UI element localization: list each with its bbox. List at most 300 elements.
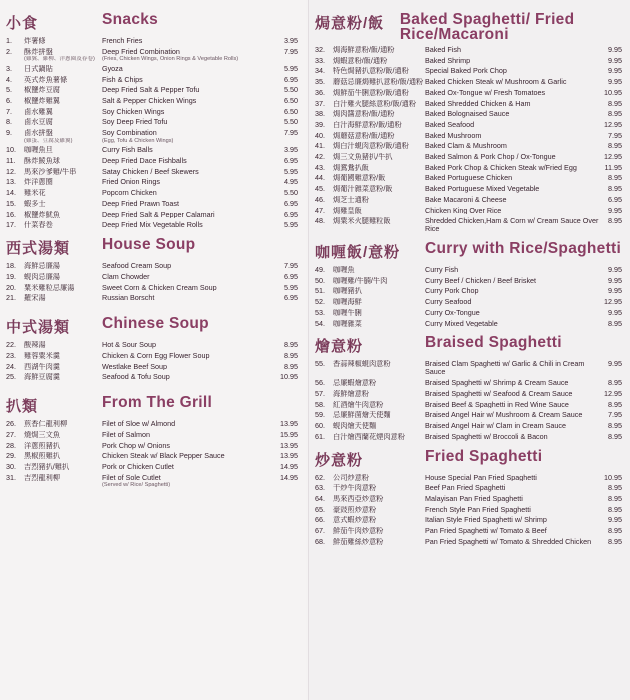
item-name-chinese: 白汁燴西蘭花煙肉意粉	[333, 432, 405, 441]
item-name-chinese: 忌廉蝦燴意粉	[333, 379, 377, 387]
item-price: 12.95	[604, 388, 622, 398]
item-number: 26.	[6, 419, 16, 429]
section-header	[315, 335, 622, 356]
item-price: 5.50	[284, 85, 298, 95]
item-number: 52.	[315, 297, 325, 307]
item-name-english: Chicken King Over Rice	[425, 206, 502, 215]
menu-item	[315, 538, 622, 546]
menu-item	[6, 178, 298, 186]
item-name-chinese: 焗白汁蜆肉意粉/飯/通粉	[333, 142, 409, 151]
section-header	[315, 241, 622, 262]
item-price: 8.95	[608, 378, 622, 388]
item-price: 15.95	[280, 429, 298, 439]
item-price: 9.95	[608, 66, 622, 76]
item-name-english: Sweet Corn & Chicken Cream Soup	[102, 283, 217, 292]
item-name-english: Baked Portuguese Chicken	[425, 174, 513, 183]
item-price: 7.95	[608, 130, 622, 140]
menu-item	[315, 132, 622, 140]
item-name-english: Deep Fried Mix Vegetable Rolls	[102, 221, 203, 230]
item-price: 8.95	[608, 420, 622, 430]
item-number: 14.	[6, 188, 16, 198]
menu-item	[315, 67, 622, 75]
menu-item	[6, 146, 298, 154]
item-number: 11.	[6, 156, 16, 166]
item-price: 8.95	[284, 340, 298, 350]
item-name-english: Malayisan Pan Fried Spaghetti	[425, 494, 523, 503]
item-name-english: Deep Fried Prawn Toast	[102, 199, 179, 208]
item-price: 8.95	[608, 493, 622, 503]
item-description-chinese	[24, 482, 102, 488]
item-price: 8.95	[608, 526, 622, 536]
item-number: 56.	[315, 378, 325, 388]
item-name-chinese: 焗肉醬意粉/飯/通粉	[333, 110, 395, 119]
item-name-english: Baked Portuguese Mixed Vegetable	[425, 185, 540, 194]
menu-item	[315, 217, 622, 233]
item-price: 8.95	[284, 350, 298, 360]
item-number: 20.	[6, 282, 16, 292]
item-name-chinese: 焗三文魚豬扒/牛扒	[333, 153, 393, 161]
item-number: 53.	[315, 307, 325, 317]
item-number: 22.	[6, 340, 16, 350]
item-name-chinese: 焗鴛鴦扒飯	[333, 163, 369, 172]
item-name-chinese: 羅宋湯	[24, 294, 46, 303]
item-name-english: Curry Mixed Vegetable	[425, 319, 498, 328]
section-title-english: Chinese Soup	[102, 315, 209, 333]
item-name-english: Deep Fried Dace Fishballs	[102, 157, 187, 165]
item-name-chinese: 日式鍋貼	[24, 64, 53, 73]
item-price: 8.95	[608, 431, 622, 441]
section-title-english: Baked Spaghetti/ Fried Rice/Macaroni	[399, 11, 575, 43]
menu-item	[6, 221, 298, 229]
item-number: 30.	[6, 462, 16, 471]
menu-item	[6, 373, 298, 381]
item-name-english: Baked Pork Chop & Chicken Steak w/Fried Egg	[425, 163, 577, 172]
item-price: 5.50	[284, 188, 298, 198]
item-name-english: Braised Beef & Spaghetti in Red Wine Sauce	[425, 400, 569, 409]
item-price: 14.95	[280, 462, 298, 471]
item-name-chinese: 酥炸鯪魚球	[24, 157, 60, 165]
item-name-chinese: 咖喱豬扒	[333, 287, 362, 296]
item-name-english: Baked Bolognaised Sauce	[425, 110, 510, 119]
item-price: 9.95	[608, 205, 622, 215]
menu-item	[6, 363, 298, 371]
menu-item	[315, 516, 622, 524]
menu-section	[6, 316, 298, 381]
item-price: 9.95	[608, 515, 622, 525]
item-name-english: Deep Fried Salt & Pepper Tofu	[102, 86, 200, 95]
item-name-english: Chicken Steak w/ Black Pepper Sauce	[102, 452, 225, 461]
item-name-chinese: 海鮮豆腐羹	[24, 373, 60, 382]
item-name-english: Popcorn Chicken	[102, 189, 157, 198]
item-description-chinese: (雞翼、雞柳、洋蔥圈及春卷)	[24, 56, 95, 63]
item-price: 8.95	[608, 536, 622, 546]
item-name-english: Westlake Beef Soup	[102, 362, 167, 371]
section-header	[6, 316, 298, 337]
item-name-english: Baked Seafood	[425, 120, 475, 129]
item-name-chinese: 蘑菇忌廉焗雞扒意粉/飯/通粉	[333, 78, 424, 87]
item-name-chinese: 吉烈龍利柳	[24, 473, 60, 482]
item-name-chinese: 焗葡汁雜菜意粉/飯	[333, 185, 393, 194]
item-number: 37.	[315, 98, 325, 108]
item-name-english: Baked Salmon & Pork Chop / Ox-Tongue	[425, 153, 556, 161]
item-name-english: Bake Macaroni & Cheese	[425, 195, 507, 204]
item-price: 8.95	[608, 173, 622, 183]
menu-section	[6, 395, 298, 488]
item-price: 6.95	[284, 209, 298, 219]
item-number: 2.	[6, 46, 12, 56]
item-number: 36.	[315, 87, 325, 97]
item-price: 5.95	[284, 63, 298, 73]
item-number: 55.	[315, 359, 325, 369]
section-title-chinese: 扒類	[6, 398, 39, 416]
item-name-english: Gyoza	[102, 64, 123, 73]
menu-section	[315, 449, 622, 546]
menu-item	[315, 121, 622, 129]
menu-item	[6, 168, 298, 176]
item-name-english: Braised Angel Hair w/ Mushroom & Cream Sauce	[425, 411, 583, 420]
menu-item	[315, 401, 622, 409]
item-name-chinese: 特色焗豬扒意粉/飯/通粉	[333, 67, 409, 76]
item-name-english: Filet of Salmon	[102, 430, 150, 439]
menu-item	[6, 76, 298, 84]
menu-item	[315, 164, 622, 172]
item-name-chinese: 鹵水雞翼	[24, 107, 53, 116]
left-menu-column	[0, 0, 306, 700]
menu-item	[6, 37, 298, 45]
menu-item	[315, 174, 622, 182]
menu-item	[315, 196, 622, 204]
item-name-english: Curry Fish Balls	[102, 146, 153, 155]
section-title-chinese: 西式湯類	[6, 240, 71, 258]
item-description-english: (Fries, Chicken Wings, Onion Rings & Vegetable Rolls)	[102, 56, 239, 63]
item-number: 54.	[315, 318, 325, 328]
item-name-chinese: 咖喱海鮮	[333, 298, 362, 307]
item-price: 9.95	[608, 265, 622, 275]
menu-item	[315, 153, 622, 161]
item-price: 8.95	[608, 109, 622, 119]
menu-section	[6, 12, 298, 229]
item-number: 40.	[315, 130, 325, 140]
item-name-english: Curry Ox-Tongue	[425, 308, 480, 317]
item-name-chinese: 焗雞皇飯	[333, 206, 362, 215]
section-title-english: Snacks	[102, 11, 159, 28]
item-name-english: Pan Fried Spaghetti w/ Tomato & Shredded Chicken	[425, 537, 592, 546]
item-description-spacer	[6, 138, 24, 144]
item-price: 9.95	[608, 307, 622, 317]
menu-section	[6, 237, 298, 302]
menu-item	[6, 118, 298, 126]
item-number: 43.	[315, 162, 325, 172]
item-price: 10.95	[280, 372, 298, 382]
item-name-chinese: 咖喱雜菜	[333, 319, 362, 328]
section-title-chinese: 小食	[6, 15, 39, 32]
menu-item	[315, 484, 622, 492]
item-name-chinese: 豪豉煎炒意粉	[333, 505, 377, 514]
item-name-chinese: 英式炸魚薯條	[24, 75, 68, 84]
item-price: 6.95	[284, 271, 298, 281]
item-description-english: (Egg, Tofu & Chicken Wings)	[102, 137, 174, 144]
item-price: 4.95	[284, 177, 298, 187]
item-name-english: House Special Pan Fried Spaghetti	[425, 473, 537, 482]
item-name-english: Soy Deep Fried Tofu	[102, 118, 168, 127]
item-name-chinese: 咖喱牛脷	[333, 308, 362, 317]
section-title-chinese: 中式湯類	[6, 319, 71, 337]
menu-item	[6, 463, 298, 471]
item-name-english: Chicken & Corn Egg Flower Soup	[102, 351, 210, 360]
menu-item	[6, 352, 298, 360]
section-header	[315, 12, 622, 42]
item-price: 7.95	[284, 46, 298, 56]
menu-item	[315, 527, 622, 535]
item-price: 12.95	[604, 152, 622, 162]
item-name-chinese: 雞米花	[24, 189, 46, 198]
menu-item	[315, 379, 622, 387]
item-number: 44.	[315, 173, 325, 183]
item-price: 8.95	[608, 318, 622, 328]
menu-item	[315, 309, 622, 317]
menu-item	[6, 452, 298, 460]
section-header	[6, 237, 298, 258]
section-title-chinese: 燴意粉	[315, 338, 364, 356]
item-name-english: Braised Angel Hair w/ Clam in Cream Sauce	[425, 421, 567, 430]
item-name-chinese: 焗芝士通粉	[333, 195, 369, 204]
item-number: 27.	[6, 429, 16, 439]
menu-item	[6, 474, 298, 482]
item-name-chinese: 西湖牛肉羹	[24, 362, 60, 371]
item-price: 10.95	[604, 472, 622, 482]
menu-item	[6, 431, 298, 439]
item-price: 8.95	[608, 216, 622, 226]
item-name-chinese: 咖喱魚旦	[24, 146, 53, 155]
item-price: 8.95	[608, 483, 622, 493]
item-name-chinese: 焗葡國雞意粉/飯	[333, 174, 386, 183]
item-name-english: Pan Fried Spaghetti w/ Tomato & Beef	[425, 527, 547, 535]
item-name-english: Salt & Pepper Chicken Wings	[102, 97, 197, 105]
item-number: 41.	[315, 141, 325, 151]
menu-item	[6, 294, 298, 302]
item-number: 6.	[6, 96, 12, 106]
item-price: 6.50	[284, 96, 298, 106]
menu-item	[315, 422, 622, 430]
menu-item	[315, 46, 622, 54]
item-name-chinese: 粟米雞粒忌廉湯	[24, 283, 75, 292]
section-title-english: Braised Spaghetti	[425, 334, 562, 352]
item-number: 17.	[6, 220, 16, 230]
section-title-english: From The Grill	[102, 394, 213, 412]
item-name-english: Seafood & Tofu Soup	[102, 373, 170, 382]
item-number: 66.	[315, 515, 325, 525]
item-price: 9.95	[608, 55, 622, 65]
section-title-chinese: 焗意粉/飯	[315, 15, 385, 32]
item-number: 64.	[315, 493, 325, 503]
item-name-chinese: 鹵水豆腐	[24, 118, 53, 127]
item-price: 9.95	[608, 286, 622, 296]
item-name-english: Filet of Sole Cutlet	[102, 473, 161, 482]
item-number: 29.	[6, 451, 16, 461]
item-description	[6, 56, 298, 62]
item-name-chinese: 馬來西亞炒意粉	[333, 494, 384, 503]
item-price: 5.95	[284, 282, 298, 292]
section-header	[315, 449, 622, 470]
item-name-chinese: 炸洋蔥圈	[24, 178, 53, 187]
item-name-chinese: 洋蔥煎豬扒	[24, 441, 60, 450]
menu-item	[6, 129, 298, 137]
item-number: 25.	[6, 372, 16, 382]
item-name-english: Pork or Chicken Cutlet	[102, 463, 174, 471]
menu-item	[315, 433, 622, 441]
item-name-english: Baked Shredded Chicken & Ham	[425, 99, 531, 108]
item-number: 4.	[6, 74, 12, 84]
menu-item	[6, 442, 298, 450]
section-title-chinese: 咖喱飯/意粉	[315, 244, 401, 262]
item-name-chinese: 公司炒意粉	[333, 473, 369, 482]
item-price: 13.95	[280, 440, 298, 450]
item-name-chinese: 雞蓉粟米羹	[24, 351, 60, 360]
menu-item	[315, 89, 622, 97]
item-number: 59.	[315, 410, 325, 420]
menu-item	[315, 207, 622, 215]
item-number: 58.	[315, 399, 325, 409]
item-name-english: Curry Seafood	[425, 298, 472, 307]
item-price: 3.95	[284, 145, 298, 155]
menu-item	[315, 185, 622, 193]
item-name-english: Baked Chicken Steak w/ Mushroom & Garlic	[425, 78, 567, 87]
menu-item	[315, 78, 622, 86]
item-number: 9.	[6, 128, 12, 138]
item-number: 15.	[6, 198, 16, 208]
item-price: 8.95	[608, 184, 622, 194]
item-price: 8.95	[608, 399, 622, 409]
item-name-chinese: 酸辣湯	[24, 341, 46, 350]
item-name-chinese: 焗粟米火腿雞粒飯	[333, 217, 391, 226]
item-price: 6.95	[284, 156, 298, 166]
right-menu-column	[308, 0, 630, 700]
item-price: 8.95	[608, 504, 622, 514]
menu-item	[315, 287, 622, 295]
item-name-english: Braised Spaghetti w/ Broccoli & Bacon	[425, 432, 548, 441]
item-number: 21.	[6, 293, 16, 303]
menu-section	[315, 12, 622, 233]
item-number: 46.	[315, 194, 325, 204]
menu-item	[315, 411, 622, 419]
item-price: 8.95	[284, 361, 298, 371]
menu-section	[315, 241, 622, 327]
item-price: 7.95	[608, 410, 622, 420]
item-name-chinese: 椒鹽炸豆腐	[24, 86, 60, 95]
item-name-chinese: 煎香仁龍利柳	[24, 420, 68, 429]
item-price: 9.95	[608, 359, 622, 369]
item-number: 38.	[315, 109, 325, 119]
menu-item	[6, 273, 298, 281]
item-number: 28.	[6, 440, 16, 450]
section-header	[6, 395, 298, 416]
item-price: 7.95	[284, 128, 298, 138]
section-title-english: Fried Spaghetti	[425, 447, 543, 465]
menu-item	[315, 57, 622, 65]
item-name-chinese: 海鮮忌廉湯	[24, 262, 60, 271]
item-number: 7.	[6, 106, 12, 116]
item-name-english: Curry Pork Chop	[425, 287, 479, 296]
item-name-english: Pork Chop w/ Onions	[102, 441, 170, 450]
item-number: 67.	[315, 526, 325, 536]
item-number: 5.	[6, 85, 12, 95]
menu-item	[315, 298, 622, 306]
item-name-english: Beef Pan Fried Spaghetti	[425, 484, 506, 493]
item-name-chinese: 炸薯條	[24, 37, 46, 45]
menu-item	[315, 320, 622, 328]
item-name-english: Soy Chicken Wings	[102, 107, 165, 116]
item-price: 6.95	[284, 198, 298, 208]
item-number: 42.	[315, 152, 325, 162]
item-number: 35.	[315, 77, 325, 87]
item-name-chinese: 咖喱魚	[333, 266, 355, 274]
section-title-english: House Soup	[102, 236, 196, 254]
item-number: 1.	[6, 36, 12, 45]
item-number: 57.	[315, 388, 325, 398]
item-price: 3.95	[284, 36, 298, 45]
item-number: 32.	[315, 45, 325, 54]
item-name-english: Baked Shrimp	[425, 56, 471, 65]
item-price: 10.95	[604, 87, 622, 97]
item-name-chinese: 鮮茄牛肉炒意粉	[333, 527, 384, 535]
item-number: 16.	[6, 209, 16, 219]
item-number: 31.	[6, 472, 16, 482]
item-name-chinese: 咖喱雞/牛腩/牛肉	[333, 276, 388, 285]
item-name-chinese: 白汁雞火腿絲意粉/飯/通粉	[333, 99, 417, 108]
item-number: 48.	[315, 216, 325, 226]
item-number: 47.	[315, 205, 325, 215]
item-name-english: Braised Spaghetti w/ Seafood & Cream Sauce	[425, 389, 573, 398]
item-name-chinese: 什菜春卷	[24, 221, 53, 230]
item-number: 34.	[315, 66, 325, 76]
menu-item	[6, 48, 298, 56]
menu-item	[6, 284, 298, 292]
item-price: 5.50	[284, 117, 298, 127]
item-name-english: Clam Chowder	[102, 272, 150, 281]
item-number: 65.	[315, 504, 325, 514]
item-name-chinese: 焗蘑菇意粉/飯/通粉	[333, 131, 395, 140]
item-description-chinese: (雞蛋、豆腐及雞翼)	[24, 137, 73, 144]
item-name-chinese: 焗蝦意粉/飯/通粉	[333, 56, 388, 65]
item-price: 5.95	[284, 220, 298, 230]
item-name-english: French Fries	[102, 37, 143, 45]
item-price: 8.95	[608, 98, 622, 108]
item-price: 6.95	[284, 74, 298, 84]
item-name-english: Shredded Chicken,Ham & Corn w/ Cream Sauce Over Rice	[425, 217, 599, 234]
item-name-english: Russian Borscht	[102, 294, 155, 303]
item-name-chinese: 黑椒煎雞扒	[24, 452, 60, 461]
menu-item	[6, 86, 298, 94]
menu-item	[315, 110, 622, 118]
item-price: 11.95	[604, 162, 622, 172]
item-price: 6.95	[608, 194, 622, 204]
item-price: 5.95	[284, 166, 298, 176]
item-name-chinese: 椒鹽炸雞翼	[24, 97, 60, 105]
menu-item	[6, 420, 298, 428]
item-number: 63.	[315, 483, 325, 493]
item-price: 13.95	[280, 419, 298, 429]
menu-item	[315, 266, 622, 274]
item-description-spacer	[6, 482, 24, 488]
menu-item	[6, 108, 298, 116]
item-name-english: Filet of Sloe w/ Almond	[102, 420, 176, 429]
item-price: 9.95	[608, 45, 622, 54]
item-name-english: Curry Fish	[425, 266, 459, 274]
item-number: 68.	[315, 536, 325, 546]
item-name-chinese: 忌廉鮮菌燴天使麵	[333, 411, 391, 420]
menu-section	[315, 335, 622, 440]
item-name-english: Satay Chicken / Beef Skewers	[102, 167, 199, 176]
